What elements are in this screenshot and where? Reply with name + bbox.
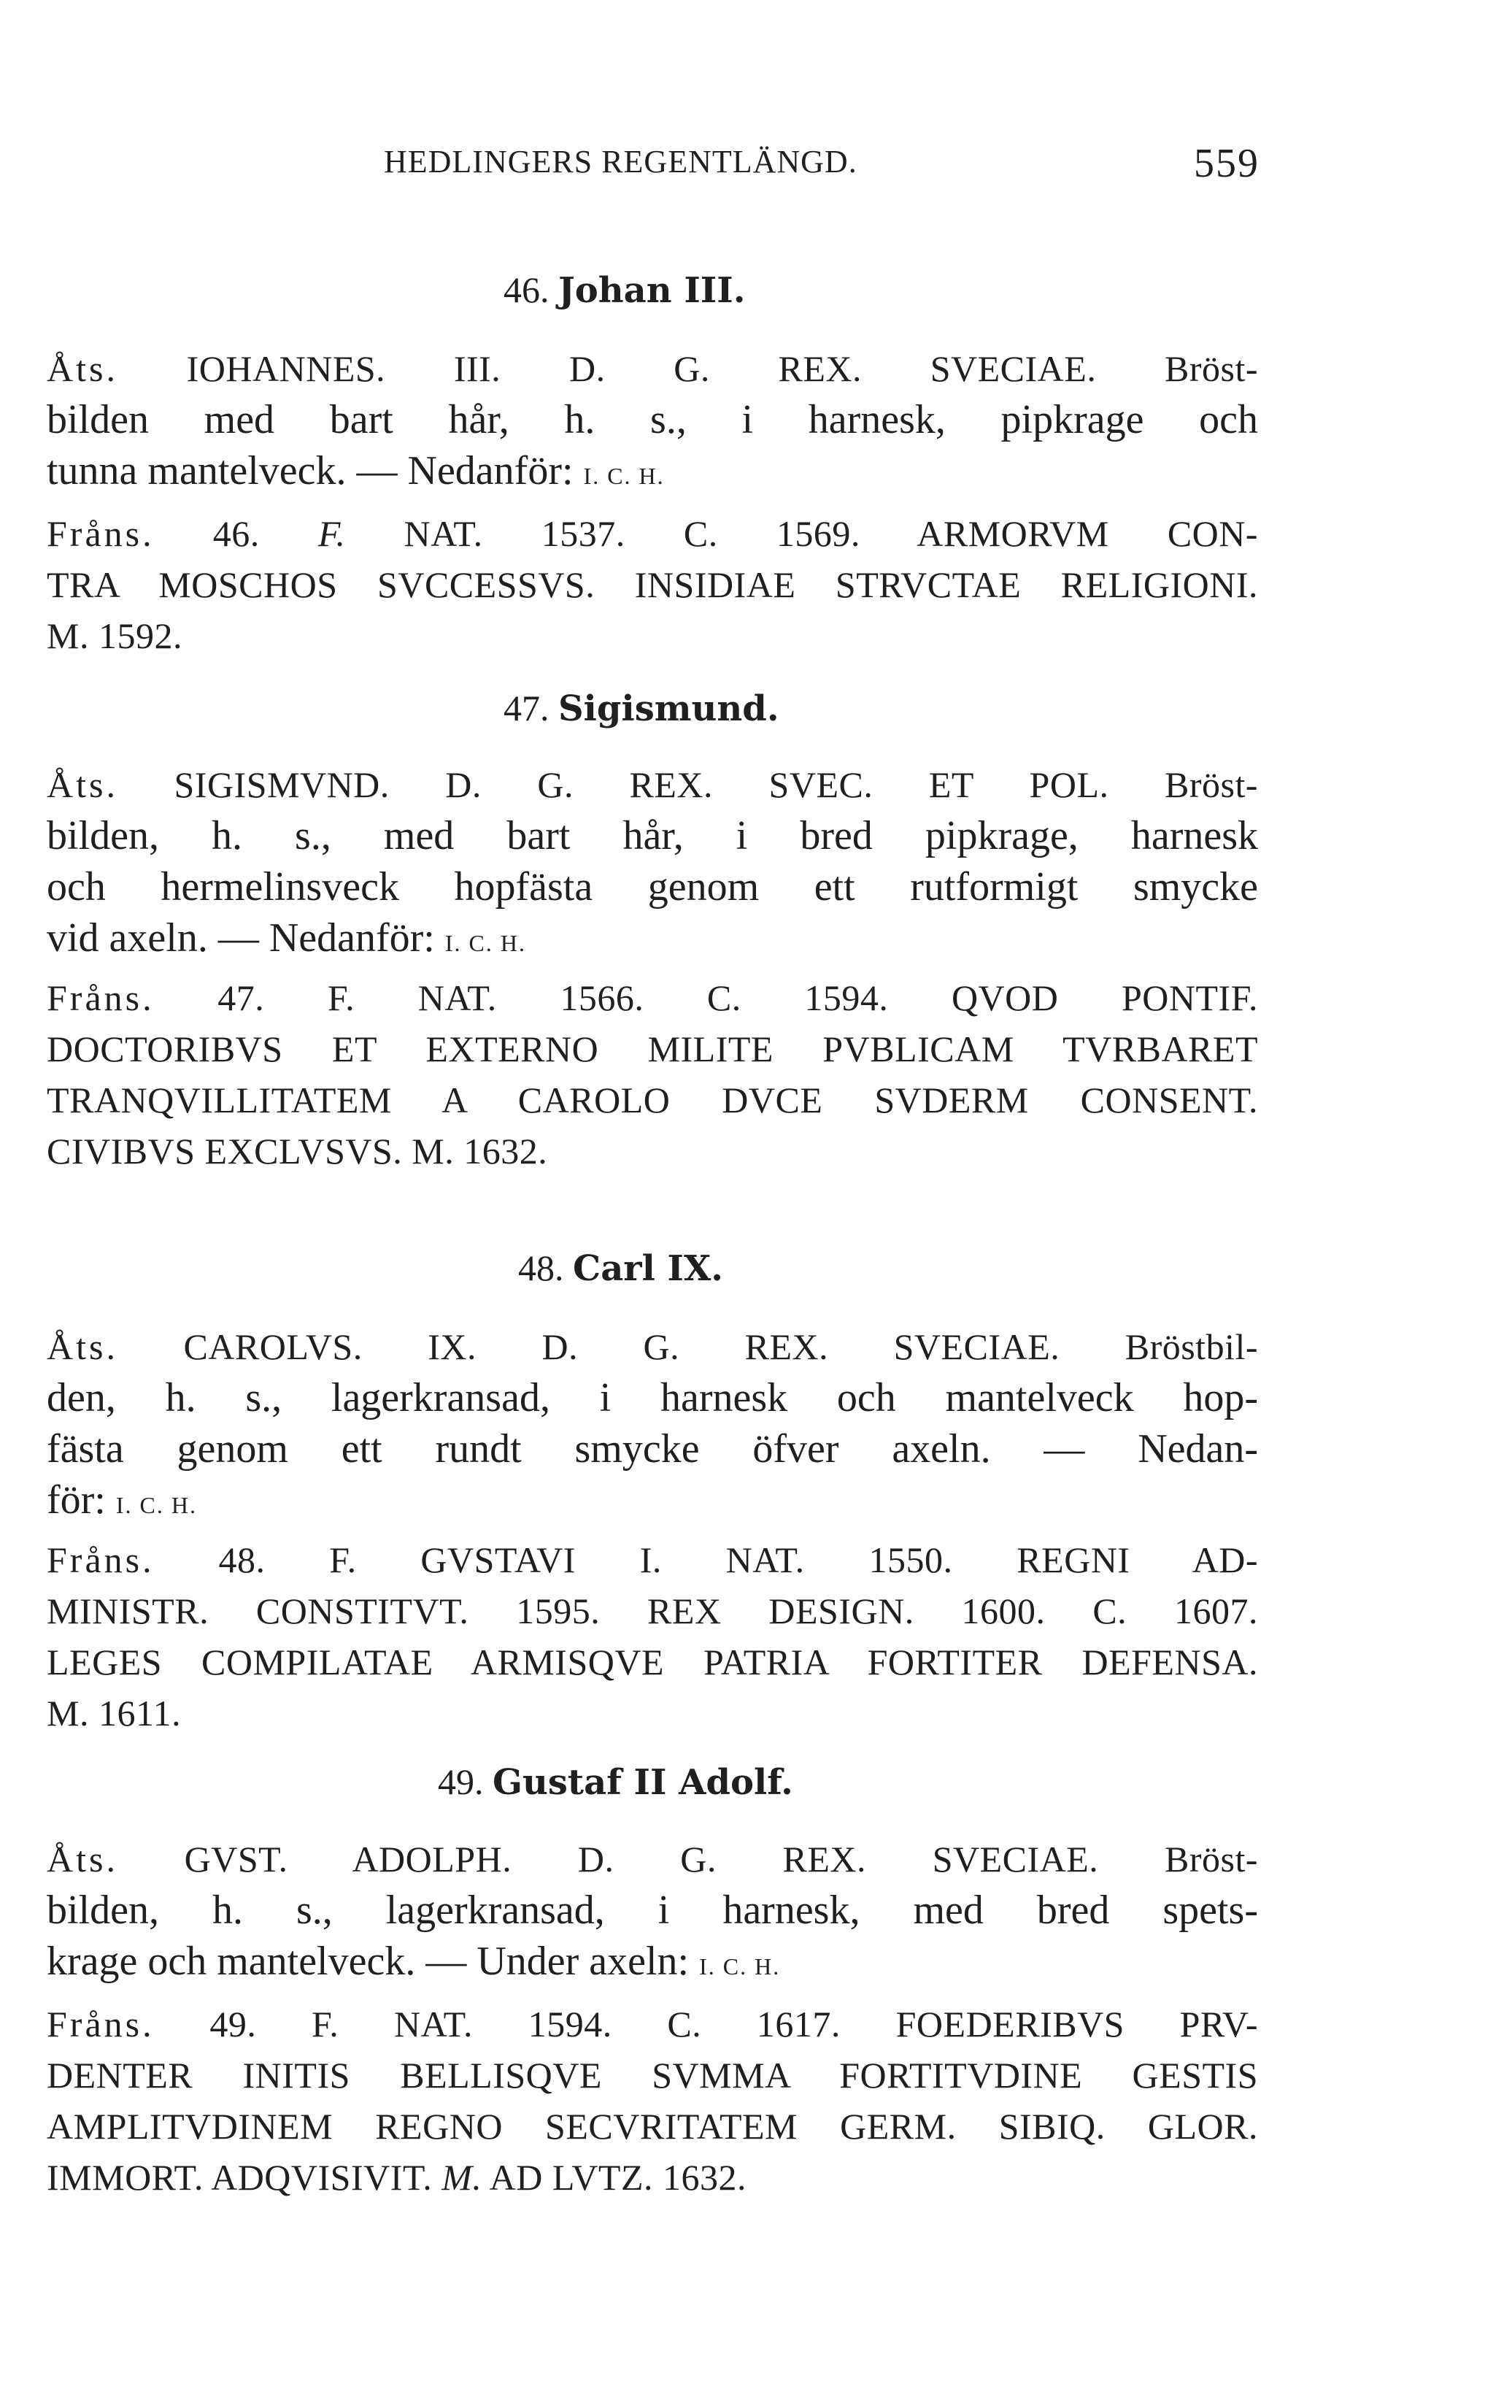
- entry-heading: [0, 1756, 1512, 1807]
- text-line: bilden, h. s., med bart hår, i bred pipkrage, harnesk: [47, 813, 1258, 858]
- entry-number: 49.: [438, 1761, 484, 1802]
- text-line: TRA MOSCHOS SVCCESSVS. INSIDIAE STRVCTAE RELIGIONI.: [47, 564, 1258, 605]
- text-line: Fråns. 46. F. NAT. 1537. C. 1569. ARMORVM CON-: [47, 513, 1259, 554]
- text-line: CIVIBVS EXCLVSVS. M. 1632.: [47, 1131, 548, 1172]
- entry-name: Gustaf II Adolf.: [493, 1762, 793, 1803]
- entry-heading: [0, 1242, 1512, 1293]
- text-line: fästa genom ett rundt smycke öfver axeln. — Nedan-: [47, 1426, 1258, 1472]
- text-line: MINISTR. CONSTITVT. 1595. REX DESIGN. 1600. C. 1607.: [47, 1590, 1258, 1631]
- entry-text: [47, 343, 1258, 661]
- text-line: IMMORT. ADQVISIVIT. M. AD LVTZ. 1632.: [47, 2157, 747, 2198]
- text-line: AMPLITVDINEM REGNO SECVRITATEM GERM. SIBIQ. GLOR.: [47, 2106, 1258, 2147]
- running-title: HEDLINGERS REGENTLÄNGD.: [384, 144, 857, 180]
- entry-text: [47, 759, 1258, 1177]
- text-line: Fråns. 49. F. NAT. 1594. C. 1617. FOEDERIBVS PRV-: [47, 2004, 1259, 2045]
- entry-number: 48.: [518, 1247, 564, 1288]
- text-line: DENTER INITIS BELLISQVE SVMMA FORTITVDINE GESTIS: [47, 2055, 1258, 2096]
- running-header: [384, 143, 1260, 194]
- entry-name: Sigismund.: [558, 688, 779, 729]
- text-line: tunna mantelveck. — Nedanför: I. C. H.: [47, 448, 665, 493]
- entry-name: Johan III.: [558, 270, 746, 311]
- text-line: Fråns. 47. F. NAT. 1566. C. 1594. QVOD PONTIF.: [47, 977, 1259, 1018]
- text-line: för: I. C. H.: [47, 1477, 197, 1523]
- page-number: 559: [1194, 141, 1260, 186]
- text-line: Åts. GVST. ADOLPH. D. G. REX. SVECIAE. Bröst-: [47, 1839, 1258, 1880]
- text-line: Åts. CAROLVS. IX. D. G. REX. SVECIAE. Bröstbil-: [47, 1326, 1258, 1367]
- text-line: vid axeln. — Nedanför: I. C. H.: [47, 915, 526, 961]
- text-line: Fråns. 48. F. GVSTAVI I. NAT. 1550. REGNI AD-: [47, 1539, 1259, 1580]
- entry-text: [47, 1834, 1258, 2203]
- text-line: bilden, h. s., lagerkransad, i harnesk, med bred spets-: [47, 1888, 1258, 1933]
- text-line: M. 1611.: [47, 1693, 182, 1734]
- entry-text: [47, 1321, 1258, 1739]
- entry-number: 46.: [504, 269, 549, 310]
- entry-name: Carl IX.: [573, 1248, 723, 1289]
- text-line: LEGES COMPILATAE ARMISQVE PATRIA FORTITER DEFENSA.: [47, 1642, 1258, 1682]
- entry-number: 47.: [504, 688, 549, 728]
- text-line: TRANQVILLITATEM A CAROLO DVCE SVDERM CONSENT.: [47, 1080, 1258, 1120]
- entry-heading: [0, 264, 1512, 315]
- text-line: DOCTORIBVS ET EXTERNO MILITE PVBLICAM TVRBARET: [47, 1028, 1258, 1069]
- text-line: krage och mantelveck. — Under axeln: I. C. H.: [47, 1939, 781, 1984]
- text-line: och hermelinsveck hopfästa genom ett rutformigt smycke: [47, 864, 1258, 909]
- text-line: Åts. SIGISMVND. D. G. REX. SVEC. ET POL. Bröst-: [47, 764, 1258, 805]
- entry-heading: [0, 682, 1512, 734]
- text-line: den, h. s., lagerkransad, i harnesk och mantelveck hop-: [47, 1375, 1258, 1420]
- text-line: bilden med bart hår, h. s., i harnesk, pipkrage och: [47, 397, 1258, 442]
- text-line: Åts. IOHANNES. III. D. G. REX. SVECIAE. Bröst-: [47, 348, 1258, 389]
- text-line: M. 1592.: [47, 615, 182, 656]
